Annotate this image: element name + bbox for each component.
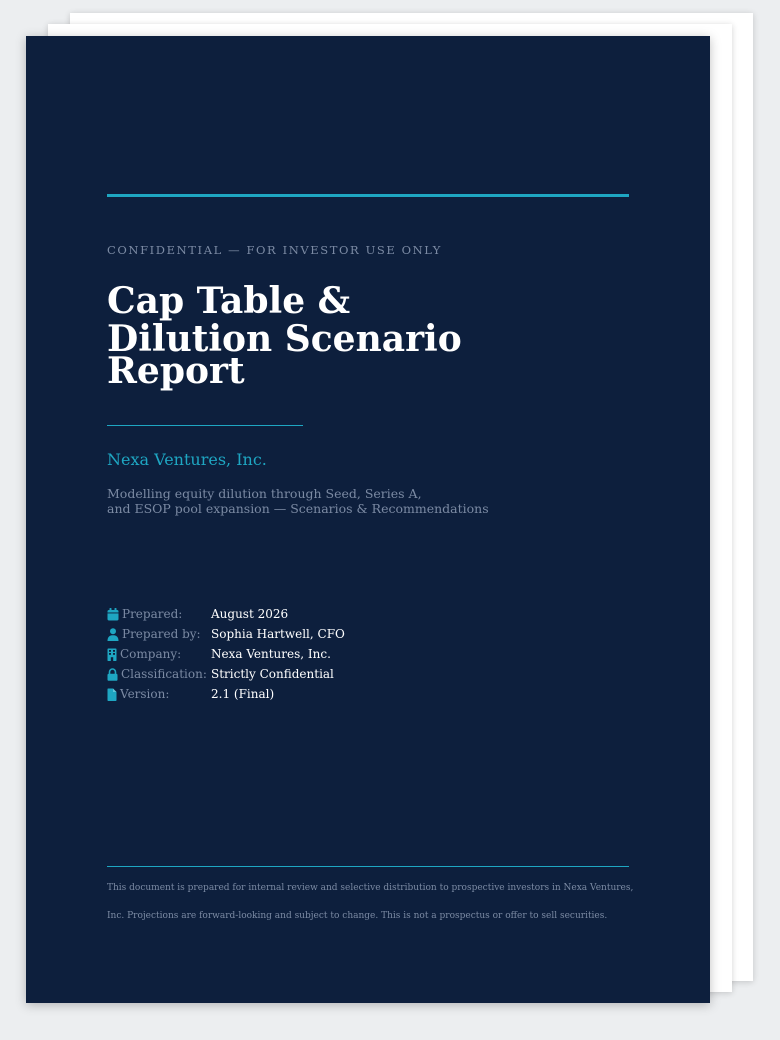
company-name: Nexa Ventures, Inc. [107, 450, 267, 469]
subtitle-line: Modelling equity dilution through Seed, Series A, [107, 486, 422, 501]
meta-row-classification [107, 664, 345, 684]
cover-page [26, 36, 710, 1003]
meta-label: Classification: [121, 667, 207, 681]
meta-label: Version: [120, 687, 170, 701]
meta-label: Company: [120, 647, 182, 661]
report-title [107, 282, 527, 390]
meta-value: Strictly Confidential [211, 667, 334, 681]
meta-row-prepared-by [107, 624, 345, 644]
meta-value: August 2026 [211, 607, 289, 621]
subtitle-line: and ESOP pool expansion — Scenarios & Recommendations [107, 501, 489, 516]
footer-rule [107, 866, 629, 867]
title-line: Report [107, 350, 245, 392]
disclaimer-line: This document is prepared for internal review and selective distribution to prospective investors in Nexa Ventures, [107, 883, 634, 893]
meta-value: Sophia Hartwell, CFO [211, 627, 345, 641]
disclaimer [107, 874, 637, 930]
title-divider [107, 425, 303, 426]
meta-value: 2.1 (Final) [211, 687, 275, 701]
meta-row-company [107, 644, 345, 664]
top-accent-rule [107, 194, 629, 197]
meta-label: Prepared by: [122, 627, 201, 641]
user-icon [107, 628, 119, 641]
meta-label: Prepared: [122, 607, 183, 621]
calendar-icon [107, 608, 119, 621]
title-line: Dilution Scenario [107, 318, 462, 360]
report-subtitle [107, 486, 489, 516]
meta-row-prepared [107, 604, 345, 624]
title-line: Cap Table & [107, 280, 351, 322]
file-icon [107, 688, 117, 701]
building-icon [107, 648, 117, 661]
confidential-label: CONFIDENTIAL — FOR INVESTOR USE ONLY [107, 243, 442, 257]
meta-row-version [107, 684, 345, 704]
document-metadata [107, 604, 345, 704]
disclaimer-line: Inc. Projections are forward-looking and subject to change. This is not a prospectus or offer to sell securities. [107, 911, 608, 921]
lock-icon [107, 668, 118, 681]
meta-value: Nexa Ventures, Inc. [211, 647, 331, 661]
